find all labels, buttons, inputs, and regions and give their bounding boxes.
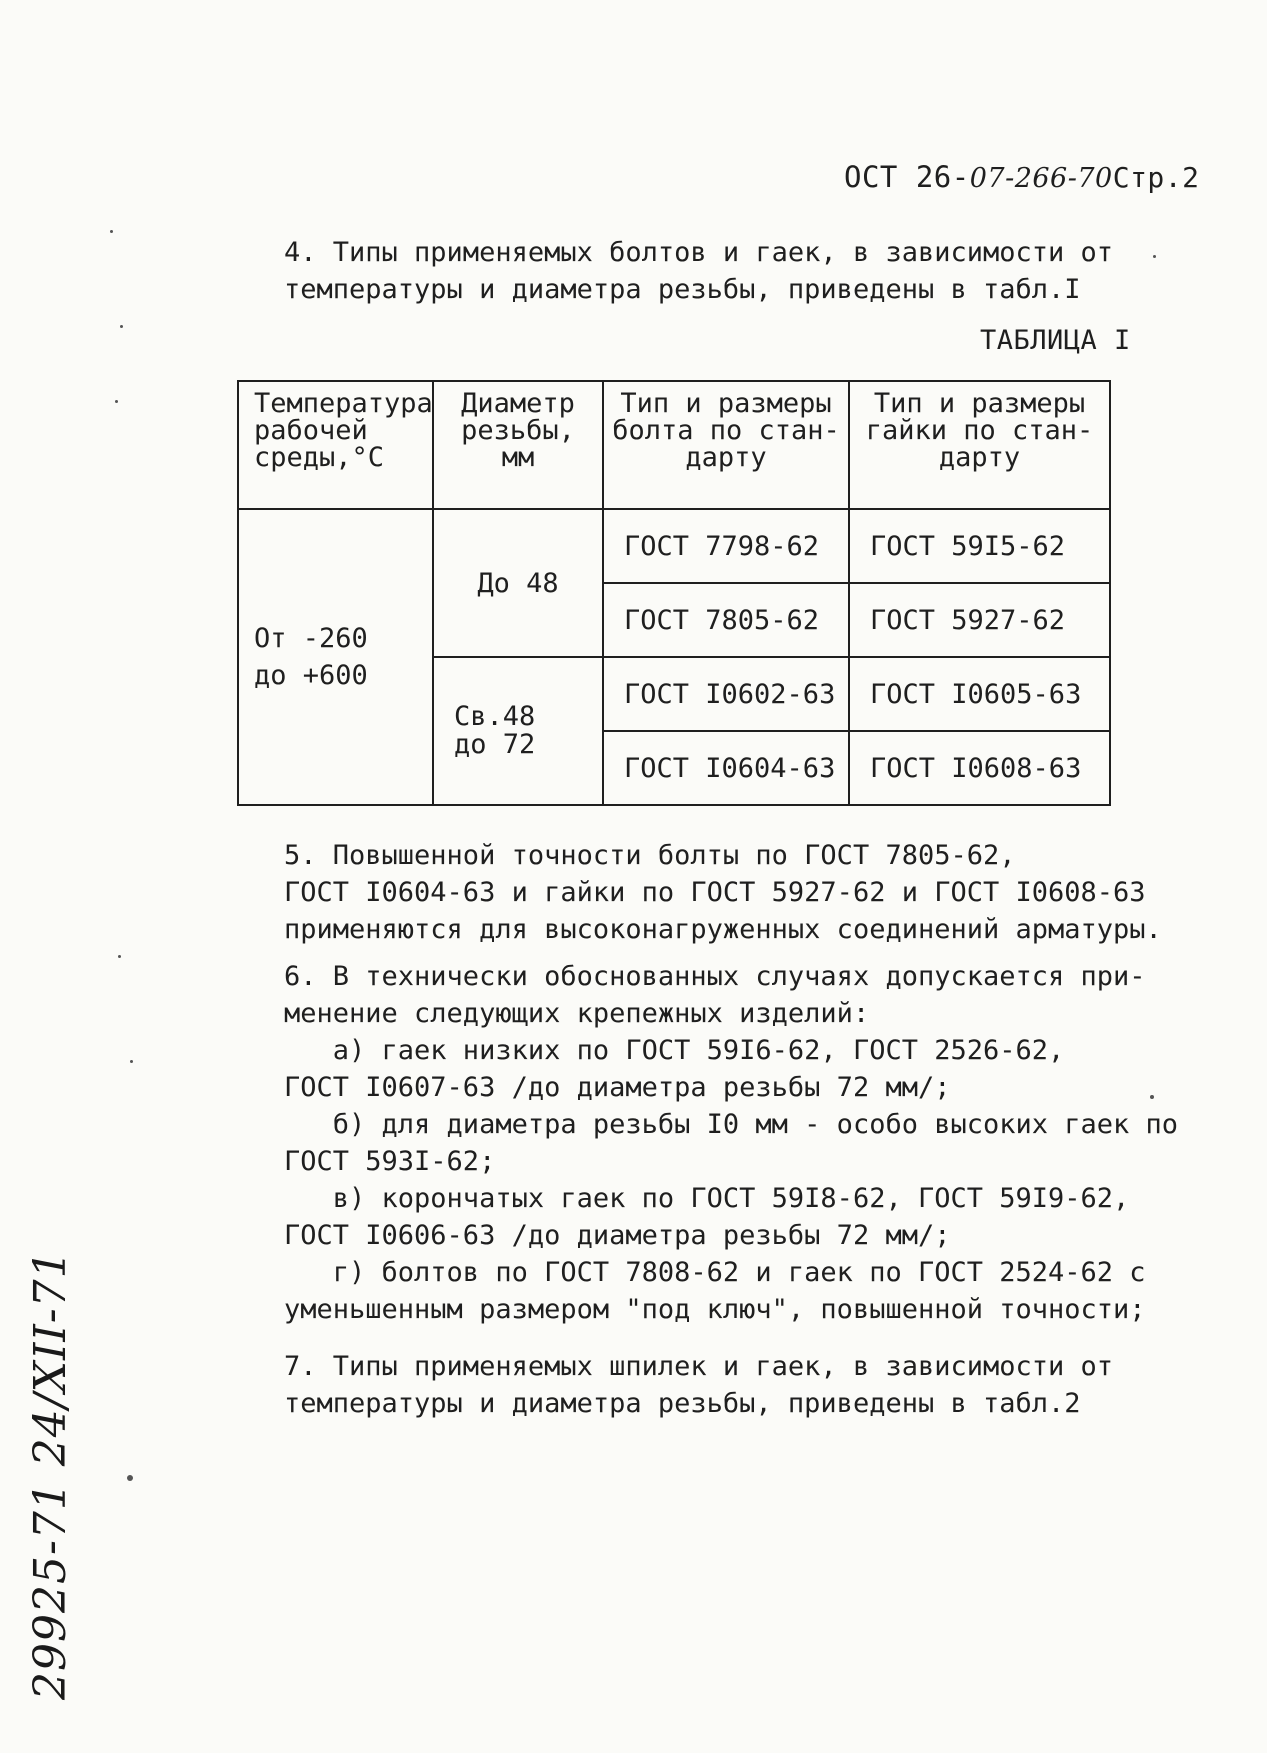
- paragraph-7: 7. Типы применяемых шпилек и гаек, в зависимости от температуры и диаметра резьбы, приведены в табл.2: [284, 1351, 1114, 1419]
- table-header-row: [238, 381, 1110, 509]
- page-number: Стр.2: [1112, 161, 1200, 194]
- bolt-standard-cell: ГОСТ I0602-63: [603, 657, 849, 731]
- diameter-cell: Св.48 до 72: [433, 657, 603, 805]
- scan-speck: [120, 325, 123, 328]
- nut-standard-cell: ГОСТ I0605-63: [849, 657, 1110, 731]
- handwritten-standard-number: 07-266-70: [969, 163, 1113, 194]
- header-diameter: Диаметр резьбы, мм: [433, 381, 603, 509]
- scan-speck: [127, 1475, 133, 1481]
- fasteners-table: [237, 380, 1111, 806]
- bolt-standard-cell: ГОСТ 7805-62: [603, 583, 849, 657]
- paragraph-4: 4. Типы применяемых болтов и гаек, в зависимости от температуры и диаметра резьбы, приведены в табл.I: [284, 237, 1114, 305]
- scan-speck: [110, 230, 113, 233]
- scan-speck: [1153, 255, 1156, 258]
- standard-prefix: ОСТ 26-: [844, 160, 970, 194]
- nut-standard-cell: ГОСТ 5927-62: [849, 583, 1110, 657]
- nut-standard-cell: ГОСТ 59I5-62: [849, 509, 1110, 583]
- scan-speck: [1150, 1095, 1154, 1099]
- table-row: [238, 509, 1110, 583]
- diameter-cell: До 48: [433, 509, 603, 657]
- table-label: ТАБЛИЦА I: [980, 325, 1131, 356]
- bolt-standard-cell: ГОСТ 7798-62: [603, 509, 849, 583]
- nut-standard-cell: ГОСТ I0608-63: [849, 731, 1110, 805]
- temperature-range-cell: От -260 до +600: [238, 509, 433, 805]
- paragraph-5: 5. Повышенной точности болты по ГОСТ 7805-62, ГОСТ I0604-63 и гайки по ГОСТ 5927-62 и ГОСТ I0608-63 применяются для высоконагруженных соединений арматуры.: [284, 840, 1162, 945]
- document-header: [844, 160, 1200, 194]
- scan-speck: [115, 400, 118, 403]
- scan-speck: [118, 955, 121, 958]
- bolt-standard-cell: ГОСТ I0604-63: [603, 731, 849, 805]
- handwritten-registration-note: 29925-71 24/XII-71: [25, 1249, 76, 1700]
- scan-speck: [130, 1060, 133, 1063]
- header-nut-standard: Тип и размеры гайки по стан- дарту: [849, 381, 1110, 509]
- header-bolt-standard: Тип и размеры болта по стан- дарту: [603, 381, 849, 509]
- header-temperature: Температура рабочей среды,°С: [238, 381, 433, 509]
- paragraph-6: 6. В технически обоснованных случаях допускается при- менение следующих крепежных изделий: а) гаек низких по ГОСТ 59I6-62, ГОСТ 2526-62, ГОСТ I0607-63 /до диаметра резьбы 72 мм/; б) для диаметра резьбы I0 мм - особо высоких гаек по ГОСТ 593I-62; в) корончатых гаек по ГОСТ 59I8-62, ГОСТ 59I9-62, ГОСТ I0606-63 /до диаметра резьбы 72 мм/; г) болтов по ГОСТ 7808-62 и гаек по ГОСТ 2524-62 с уменьшенным размером "под ключ", повышенной точности;: [284, 961, 1179, 1325]
